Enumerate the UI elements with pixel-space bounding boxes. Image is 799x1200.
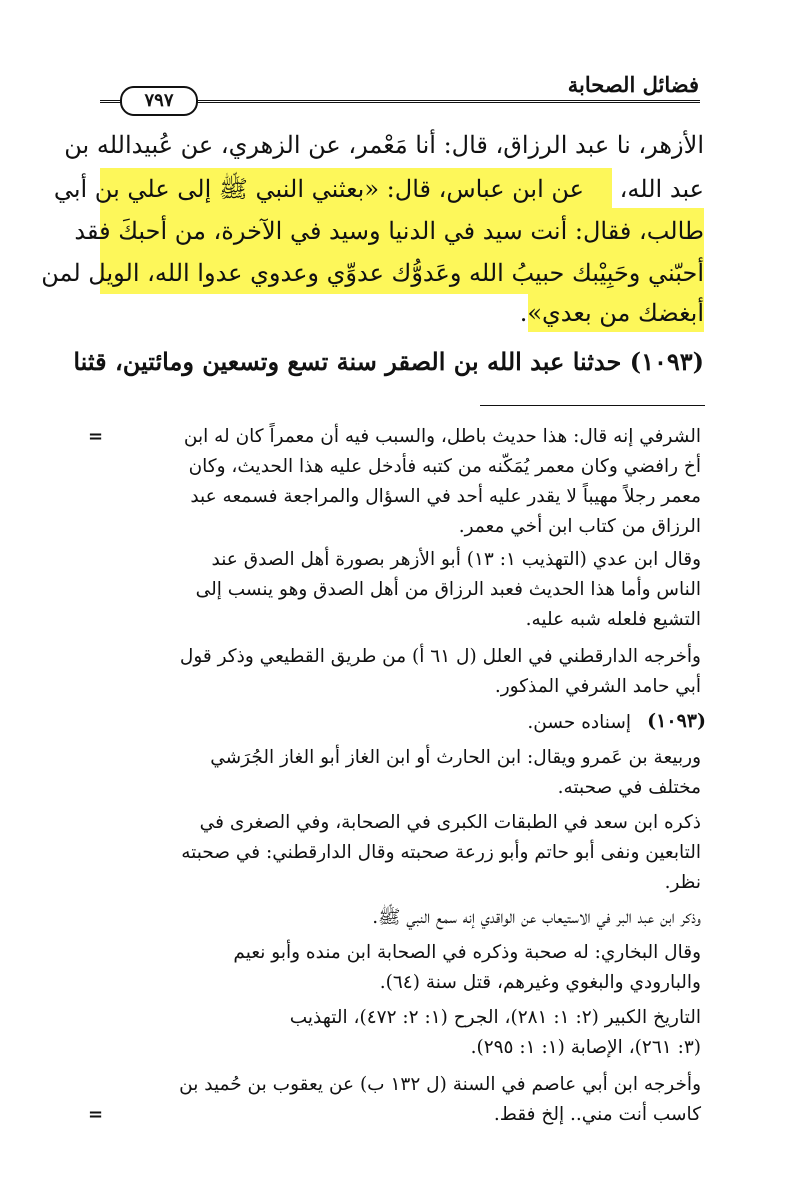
footnote-line: أبي حامد الشرفي المذكور. [494, 676, 701, 697]
footnote-separator [480, 405, 705, 406]
footnote-line: أخ رافضي وكان معمر يُمَكّنه من كتبه فأدخل عليه هذا الحديث، وكان [188, 456, 701, 477]
footnote-line: التشيع فلعله شبه عليه. [525, 609, 701, 630]
page-number: ٧٩٧ [120, 86, 198, 116]
footnote-line: نظر. [664, 872, 701, 893]
footnote-line: وأخرجه الدارقطني في العلل (ل ٦١ أ) من طريق القطيعي وذكر قول [179, 646, 701, 667]
main-text-line-highlighted: عن ابن عباس، قال: «بعثني النبي ﷺ إلى علي بن أبي [53, 175, 584, 203]
main-text-line-highlighted: طالب، فقال: أنت سيد في الدنيا وسيد في الآخرة، من أحبكَ فقد [74, 217, 704, 245]
footnote-line: والبارودي والبغوي وغيرهم، قتل سنة (٦٤). [379, 972, 701, 993]
footnote-number: (١٠٩٣) [647, 710, 706, 732]
main-text-line: الأزهر، نا عبد الرزاق، قال: أنا مَعْمر، عن الزهري، عن عُبيدالله بن [64, 131, 704, 159]
footnote-line: وقال البخاري: له صحبة وذكره في الصحابة ابن منده وأبو نعيم [233, 942, 701, 963]
main-text-line: عبد الله، [619, 175, 704, 203]
footnote-line: إسناده حسن. [527, 712, 631, 733]
main-text-line-highlighted: أحبّني وحَبِيْبك حبيبُ الله وعَدوُّك عدوِّي وعدوي عدوا الله، الويل لمن [41, 259, 704, 287]
footnote-line: معمر رجلاً مهيباً لا يقدر عليه أحد في السؤال والمراجعة فسمعه عبد [190, 486, 701, 507]
footnote-line: الشرفي إنه قال: هذا حديث باطل، والسبب فيه أن معمراً كان له ابن [183, 426, 701, 447]
footnote-line: ذكره ابن سعد في الطبقات الكبرى في الصحابة، وفي الصغرى في [199, 812, 701, 833]
footnote-line: الرزاق من كتاب ابن أخي معمر. [458, 516, 701, 537]
footnote-line: وربيعة بن عَمرو ويقال: ابن الحارث أو ابن الغاز أبو الغاز الجُرَشي [210, 747, 701, 768]
continuation-marker: = [88, 1104, 104, 1125]
footnote-line: الناس وأما هذا الحديث فعبد الرزاق من أهل الصدق وهو ينسب إلى [195, 579, 701, 600]
footnote-line: مختلف في صحبته. [557, 777, 701, 798]
main-text-line-highlighted: أبغضك من بعدي». [519, 299, 704, 327]
footnote-line: التابعين ونفى أبو حاتم وأبو زرعة صحبته وقال الدارقطني: في صحبته [181, 842, 701, 863]
footnote-line: (٣: ٢٦١)، الإصابة (١: ١: ٢٩٥). [470, 1037, 701, 1058]
footnote-line: وقال ابن عدي (التهذيب ١: ١٣) أبو الأزهر بصورة أهل الصدق عند [211, 549, 701, 570]
footnote-line: التاريخ الكبير (٢: ١: ٢٨١)، الجرح (١: ٢: ٤٧٢)، التهذيب [289, 1007, 701, 1028]
hadith-1093-line: (١٠٩٣) حدثنا عبد الله بن الصقر سنة تسع وتسعين ومائتين، قثنا [73, 347, 704, 376]
footnote-line: وذكر ابن عبد البر في الاستيعاب عن الواقدي إنه سمع النبي ﷺ. [372, 907, 701, 928]
running-header-title: فضائل الصحابة [567, 72, 699, 97]
continuation-marker: = [88, 426, 104, 447]
footnote-line: وأخرجه ابن أبي عاصم في السنة (ل ١٣٢ ب) عن يعقوب بن حُميد بن [179, 1074, 701, 1095]
footnote-line: كاسب أنت مني.. إلخ فقط. [493, 1104, 701, 1125]
